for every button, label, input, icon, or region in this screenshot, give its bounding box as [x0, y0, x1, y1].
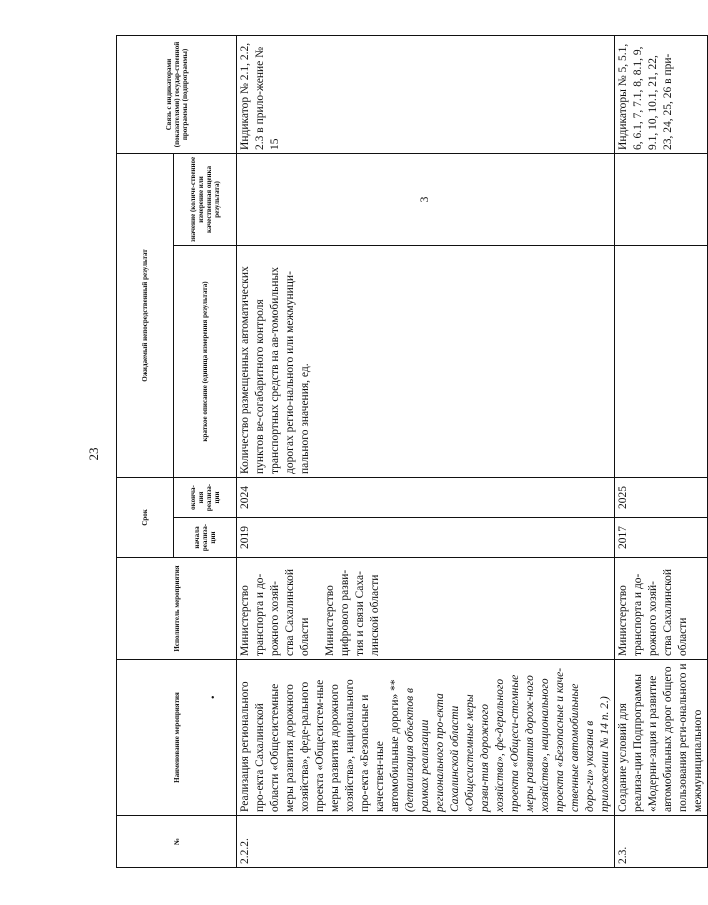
result-value	[615, 153, 708, 245]
result-value: 3	[237, 153, 615, 245]
term-end: 2024	[237, 477, 615, 517]
activity-name: Создание условий для реализа-ции Подпрограммы «Модерни-зация и развитие автомобильных дорог общего пользования реги-онального и межмуниципального	[615, 660, 708, 816]
executor-secondary: Министерство цифрового разви-тия и связи Саха-линской области	[324, 569, 381, 656]
table-row	[237, 35, 615, 867]
table-row	[615, 35, 708, 867]
row-number: 2.2.2.	[237, 816, 615, 868]
term-start: 2019	[237, 518, 615, 558]
rotated-page	[116, 36, 704, 868]
page-number-text: 23	[86, 447, 101, 461]
activities-table	[116, 35, 708, 868]
header-executor: Исполнитель мероприятия	[117, 558, 237, 660]
row-number: 2.3.	[615, 816, 708, 868]
page-number	[84, 434, 104, 474]
result-description: Количество размещенных автоматических пунктов ве-согабаритного контроля транспортных средств на ав-томобильных дорогах регио-нального или межмуници-пального значения, ед.	[237, 245, 615, 477]
stray-dot-mark: •	[211, 693, 215, 704]
header-term: Срок	[117, 477, 174, 557]
term-start: 2017	[615, 518, 708, 558]
header-name: Наименование мероприятия	[117, 660, 237, 816]
indicator-link: Индикаторы № 5, 5.1, 6, 6.1, 7, 7.1, 8, 8.1, 9, 9.1, 10, 10.1, 21, 22, 23, 24, 25, 26 в при-	[615, 35, 708, 153]
header-row-1	[117, 35, 174, 867]
header-term-start: начала реализа-ции	[174, 518, 237, 558]
executor-primary: Министерство транспорта и до-рожного хозяй-ства Сахалинской области	[615, 558, 708, 660]
header-term-end: оконча-ния реализа-ции	[174, 477, 237, 517]
term-end: 2025	[615, 477, 708, 517]
executor-cell	[237, 558, 615, 660]
header-result-value: значение (количе-ственное измерение или качественная оценка результата)	[174, 153, 237, 245]
header-no: №	[117, 816, 237, 868]
activity-note: (детализация объектов в рамках реализации регионального про-екта Сахалинской области «Общесистемные меры разви-тия дорожного хозяйства», фе-дерального проекта «Общеси-стемные меры развития дорож-ного хозяйства», национального проекта «Безопасные и каче-ственные автомобильные доро-ги» указана в приложении № 14 п. 2.)	[404, 667, 611, 812]
result-description	[615, 245, 708, 477]
header-result-description: краткое описание (единица измерения результата)	[174, 245, 237, 477]
activity-name: Реализация регионального про-екта Сахалинской области «Общесистемные меры развития дорожного хозяйства», феде-рального проекта «Общесистем-ные меры развития дорожного хозяйства», национального про-екта «Безопасные и качествен-ные автомобильные дороги» **	[239, 679, 401, 812]
header-indicator-link: Связь с индикаторами (показателями) государ-ственной программы (подпрограммы)	[117, 35, 237, 153]
executor-primary: Министерство транспорта и до-рожного хозяй-ства Сахалинской области	[239, 568, 311, 656]
indicator-link: Индикатор № 2.1, 2.2, 2.3 в прило-жение № 15	[237, 35, 615, 153]
header-expected-result: Ожидаемый непосредственный результат	[117, 153, 174, 477]
activity-name-cell	[237, 660, 615, 816]
